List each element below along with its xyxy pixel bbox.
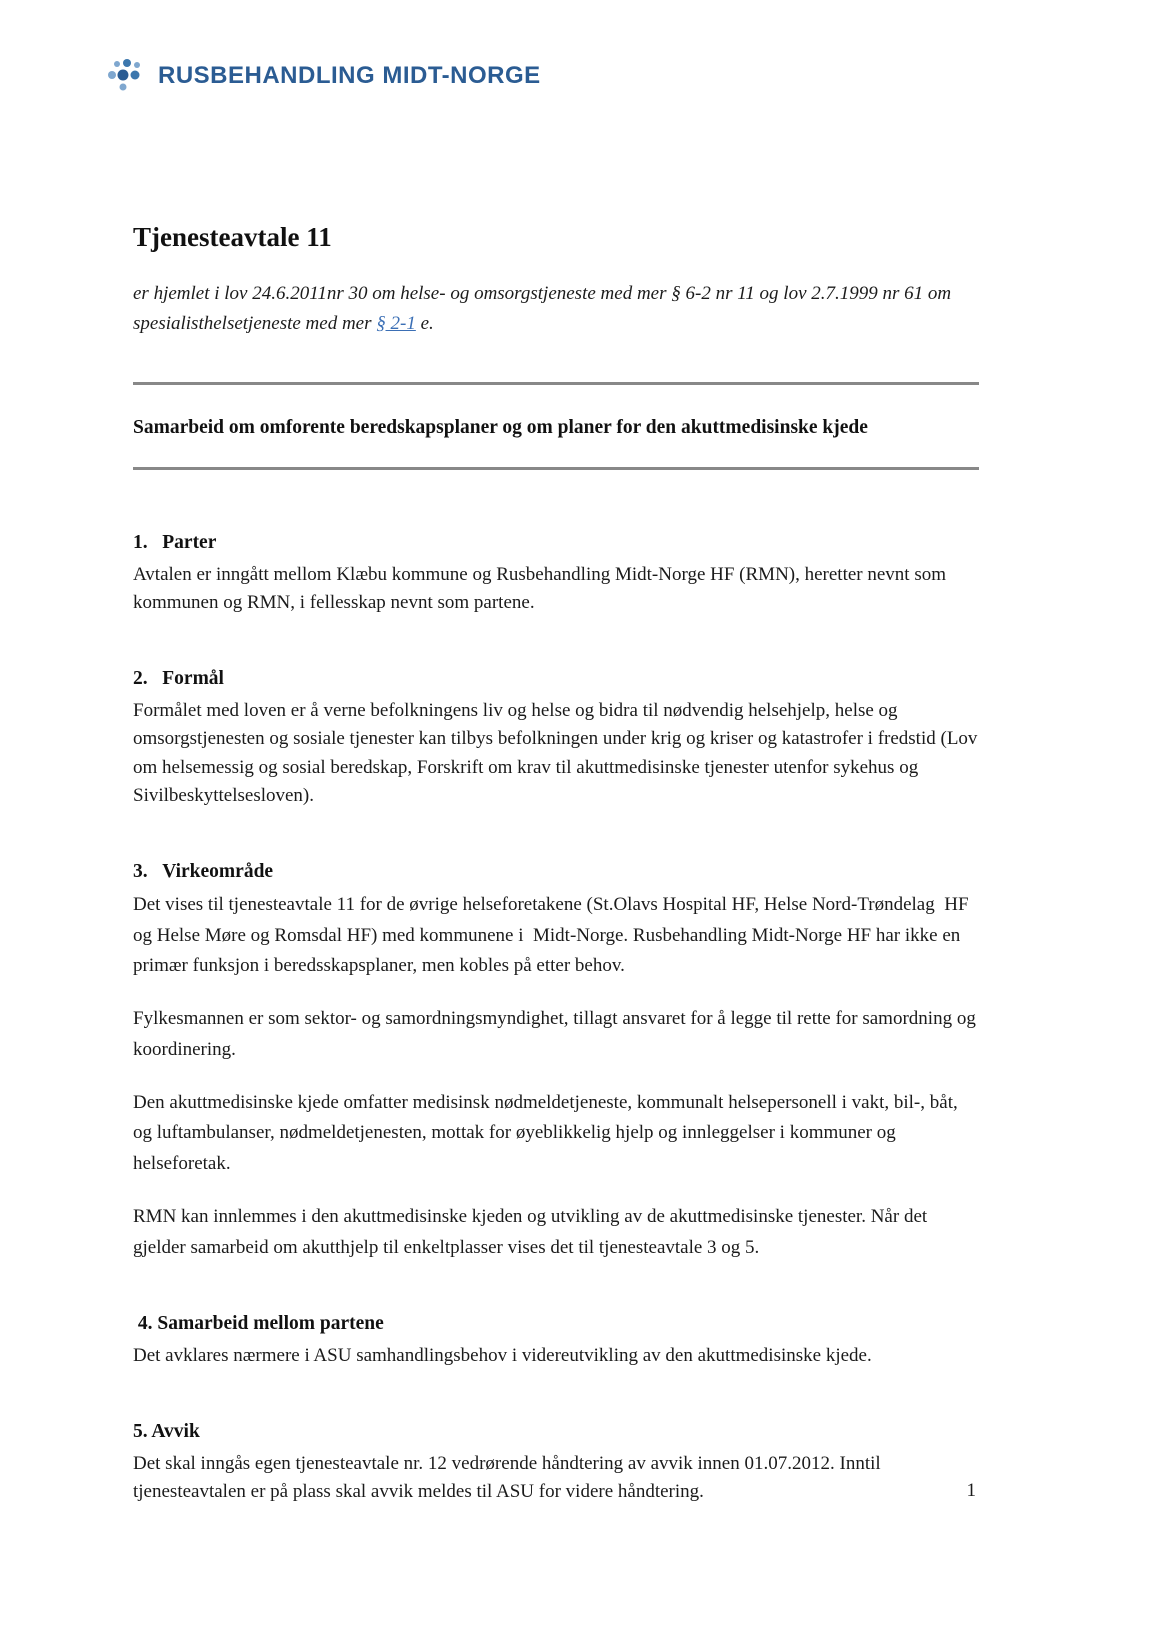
section-paragraph: Fylkesmannen er som sektor- og samordningsmyndighet, tillagt ansvaret for å legge til rette for samordning og koordinering. — [133, 1008, 976, 1060]
section-heading: 1. Parter — [133, 531, 217, 553]
intro-text-before-link: er hjemlet i lov 24.6.2011nr 30 om helse- og omsorgstjeneste med mer § 6-2 nr 11 og lov 2.7.1999 nr 61 om spesialisthelsetjeneste med mer — [133, 283, 952, 335]
sections — [133, 532, 979, 1507]
section-paragraph: Det skal inngås egen tjenesteavtale nr. 12 vedrørende håndtering av avvik innen 01.07.2012. Inntil tjenesteavtalen er på plass skal avvik meldes til ASU for videre håndtering. — [133, 1452, 881, 1503]
section-formal — [133, 668, 979, 811]
section-heading: 2. Formål — [133, 667, 224, 689]
section-paragraph: Det vises til tjenesteavtale 11 for de øvrige helseforetakene (St.Olavs Hospital HF, Helse Nord-Trøndelag HF og Helse Møre og Romsdal HF) med kommunene i Midt-Norge. Rusbehandling Midt-Norge HF har ikke en primær funksjon i beredsskapsplaner, men kobles på etter behov. — [133, 893, 969, 977]
content-column — [133, 0, 979, 1557]
subject-heading: Samarbeid om omforente beredskapsplaner og om planer for den akuttmedisinske kjede — [133, 416, 868, 438]
section-avvik — [133, 1421, 979, 1507]
section-heading: 5. Avvik — [133, 1420, 200, 1442]
divider-top — [133, 382, 979, 385]
page-title: Tjenesteavtale 11 — [133, 222, 332, 252]
intro-legal-link[interactable]: § 2-1 — [376, 313, 416, 335]
logo-text: RUSBEHANDLING MIDT-NORGE — [158, 62, 541, 89]
page-number: 1 — [966, 1480, 976, 1501]
section-heading: 4. Samarbeid mellom partene — [133, 1313, 384, 1335]
section-samarbeid — [133, 1313, 979, 1371]
section-virkeomrade — [133, 861, 979, 1264]
intro-text-after-link: e. — [415, 313, 434, 335]
section-paragraph: Den akuttmedisinske kjede omfatter medisinsk nødmeldetjeneste, kommunalt helsepersonell i vakt, bil-, båt, og luftambulanser, nødmeldetjenesten, mottak for øyeblikkelig hjelp og innleggelser i kommuner og helseforetak. — [133, 1091, 958, 1175]
intro-paragraph — [133, 279, 979, 340]
section-parter — [133, 532, 979, 618]
section-paragraph: RMN kan innlemmes i den akuttmedisinske kjeden og utvikling av de akuttmedisinske tjenester. Når det gjelder samarbeid om akutthjelp til enkeltplasser vises det til tjenesteavtale 3 og 5. — [133, 1205, 928, 1258]
section-paragraph: Det avklares nærmere i ASU samhandlingsbehov i videreutvikling av den akuttmedisinske kjede. — [133, 1345, 872, 1367]
divider-bottom — [133, 467, 979, 470]
section-paragraph: Avtalen er inngått mellom Klæbu kommune og Rusbehandling Midt-Norge HF (RMN), heretter nevnt som kommunen og RMN, i fellesskap nevnt som partene. — [133, 563, 947, 614]
section-paragraph: Formålet med loven er å verne befolkningens liv og helse og bidra til nødvendig helsehjelp, helse og omsorgstjenesten og sosiale tjenester kan tilbys befolkningen under krig og kriser og katastrofer i fredstid (Lov om helsemessig og sosial beredskap, Forskrift om krav til akuttmedisinske tjenester utenfor sykehus og Sivilbeskyttelsesloven). — [133, 699, 978, 807]
section-heading: 3. Virkeområde — [133, 860, 274, 882]
